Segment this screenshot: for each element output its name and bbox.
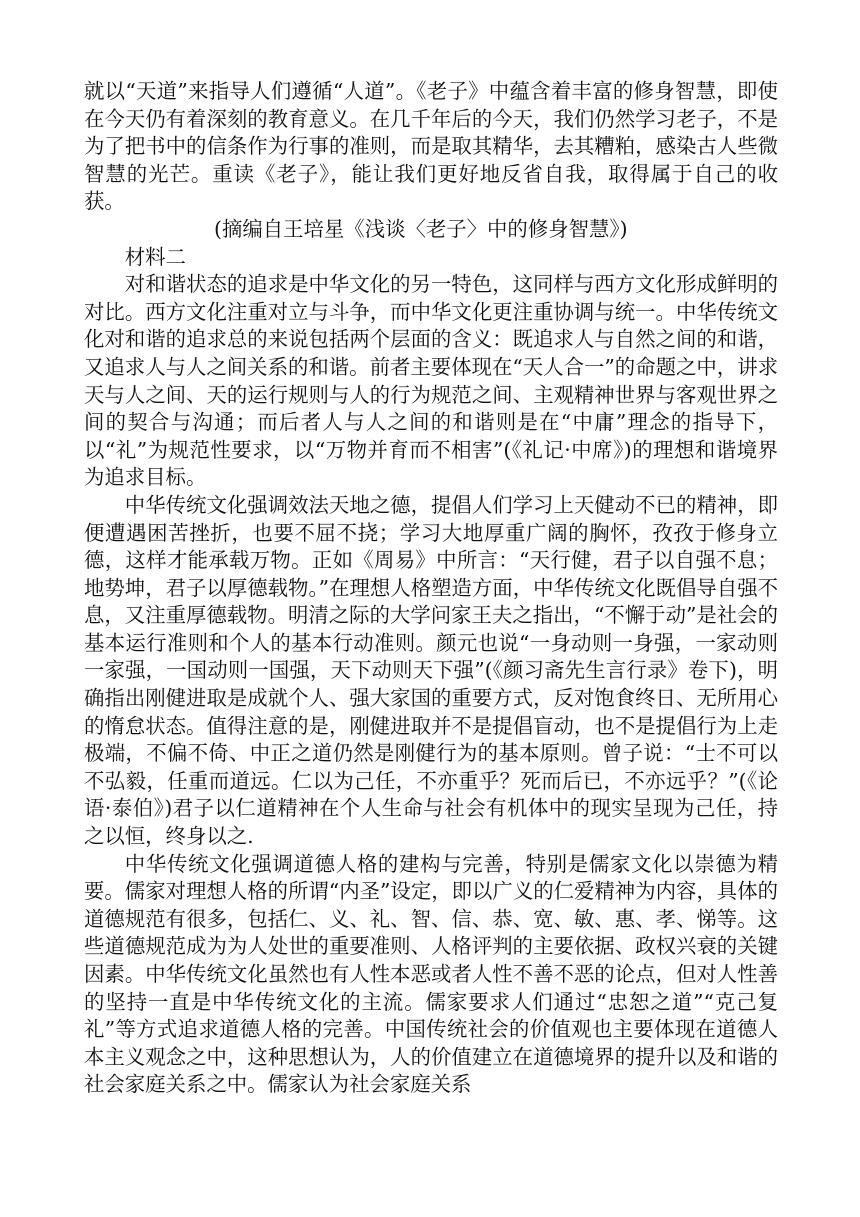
- document-body: [84, 78, 778, 1099]
- paragraph-moral-personality: 中华传统文化强调道德人格的建构与完善，特别是儒家文化以崇德为精要。儒家对理想人格的所谓“内圣”设定，即以广义的仁爱精神为内容，具体的道德规范有很多，包括仁、义、礼、智、信、恭、宽、敏、惠、孝、悌等。这些道德规范成为为人处世的重要准则、人格评判的主要依据、政权兴衰的关键因素。中华传统文化虽然也有人性本恶或者人性不善不恶的论点，但对人性善的坚持一直是中华传统文化的主流。儒家要求人们通过“忠恕之道”“克己复礼”等方式追求道德人格的完善。中国传统社会的价值观也主要体现在道德人本主义观念之中，这种思想认为，人的价值建立在道德境界的提升以及和谐的社会家庭关系之中。儒家认为社会家庭关系: [84, 851, 778, 1097]
- source-citation: (摘编自王培星《浅谈〈老子〉中的修身智慧》): [214, 216, 628, 241]
- paragraph-continued: 就以“天道”来指导人们遵循“人道”。《老子》中蕴含着丰富的修身智慧，即使在今天仍有着深刻的教育意义。在几千年后的今天，我们仍然学习老子，不是为了把书中的信条作为行事的准则，而是取其精华，去其糟粕，感染古人些微智慧的光芒。重读《老子》，能让我们更好地反省自我，取得属于自己的收获。: [84, 79, 778, 214]
- paragraph-harmony: 对和谐状态的追求是中华文化的另一特色，这同样与西方文化形成鲜明的对比。西方文化注重对立与斗争，而中华文化更注重协调与统一。中华传统文化对和谐的追求总的来说包括两个层面的含义：既追求人与自然之间的和谐，又追求人与人之间关系的和谐。前者主要体现在“天人合一”的命题之中，讲求天与人之间、天的运行规则与人的行为规范之间、主观精神世界与客观世界之间的契合与沟通；而后者人与人之间的和谐则是在“中庸”理念的指导下，以“礼”为规范性要求，以“万物并育而不相害”(《礼记·中席》)的理想和谐境界为追求目标。: [84, 272, 778, 490]
- paragraph-self-strengthening: 中华传统文化强调效法天地之德，提倡人们学习上天健动不已的精神，即便遭遇困苦挫折，也要不屈不挠；学习大地厚重广阔的胸怀，孜孜于修身立德，这样才能承载万物。正如《周易》中所言：“天行健，君子以自强不息；地势坤，君子以厚德载物。”在理想人格塑造方面，中华传统文化既倡导自强不息，又注重厚德载物。明清之际的大学问家王夫之指出，“不懈于动”是社会的基本运行准则和个人的基本行动准则。颜元也说“一身动则一身强，一家动则一家强，一国动则一国强，天下动则天下强”(《颜习斋先生言行录》卷下)，明确指出刚健进取是成就个人、强大家国的重要方式，反对饱食终日、无所用心的惰怠状态。值得注意的是，刚健进取并不是提倡盲动，也不是提倡行为上走极端，不偏不倚、中正之道仍然是刚健行为的基本原则。曾子说：“士不可以不弘毅，任重而道远。仁以为己任，不亦重乎？死而后已，不亦远乎？”(《论语·泰伯》)君子以仁道精神在个人生命与社会有机体中的现实呈现为己任，持之以恒，终身以之.: [84, 492, 778, 849]
- section-heading: 材料二: [124, 244, 186, 269]
